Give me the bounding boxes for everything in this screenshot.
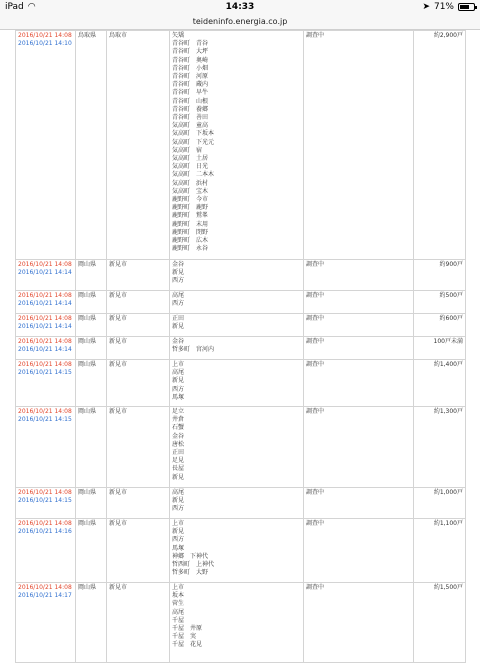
- area-cell: [170, 519, 304, 583]
- updated-time: 2016/10/21 14:15: [18, 416, 72, 424]
- household-count-cell: 約2,900戸: [414, 31, 466, 260]
- city-cell: 新見市: [107, 488, 170, 519]
- area-name: 井倉: [172, 416, 185, 424]
- prefecture-cell: 岡山県: [76, 337, 107, 360]
- table-row: [16, 314, 466, 337]
- city-cell: 鳥取市: [107, 31, 170, 260]
- area-name: 長屋: [172, 465, 185, 473]
- occurred-time: 2016/10/21 14:08: [18, 584, 72, 591]
- household-count-cell: 約900戸: [414, 260, 466, 291]
- area-name: 青谷町 蔵内: [172, 81, 209, 89]
- battery-percent: 71%: [433, 2, 454, 12]
- area-name: 神郷 下神代: [172, 552, 209, 560]
- page-content[interactable]: [0, 30, 480, 649]
- area-name: 気高町 下光元: [172, 138, 215, 146]
- occurred-time: 2016/10/21 14:08: [18, 489, 72, 496]
- city-cell: 新見市: [107, 519, 170, 583]
- time-cell: [16, 337, 76, 360]
- area-name: 青谷町 山根: [172, 97, 209, 105]
- status-cell: 調査中: [304, 260, 414, 291]
- area-name: 気高町 下坂本: [172, 130, 215, 138]
- updated-time: 2016/10/21 14:14: [18, 300, 72, 308]
- status-clock: 14:33: [225, 2, 255, 12]
- occurred-time: 2016/10/21 14:08: [18, 361, 72, 368]
- prefecture-cell: 岡山県: [76, 260, 107, 291]
- area-cell: [170, 260, 304, 291]
- household-count-cell: 約500戸: [414, 291, 466, 314]
- area-name: 鹿野町 広木: [172, 237, 209, 245]
- area-name: 西方: [172, 536, 185, 544]
- area-name: 哲多町 大野: [172, 569, 209, 577]
- area-name: 気高町 日光: [172, 163, 209, 171]
- area-name: 青谷町 早牛: [172, 89, 209, 97]
- area-name: 西方: [172, 277, 185, 285]
- time-cell: [16, 583, 76, 663]
- area-name: 気高町 宝木: [172, 187, 209, 195]
- area-cell: [170, 31, 304, 260]
- area-cell: [170, 314, 304, 337]
- area-name: 高尾: [172, 292, 185, 299]
- area-name: 正田: [172, 449, 185, 457]
- area-name: 上市: [172, 584, 185, 591]
- area-name: 高尾: [172, 489, 185, 496]
- updated-time: 2016/10/21 14:15: [18, 497, 72, 505]
- prefecture-cell: 岡山県: [76, 407, 107, 488]
- status-cell: 調査中: [304, 407, 414, 488]
- status-cell: 調査中: [304, 337, 414, 360]
- occurred-time: 2016/10/21 14:08: [18, 338, 72, 345]
- occurred-time: 2016/10/21 14:08: [18, 408, 72, 415]
- prefecture-cell: 岡山県: [76, 583, 107, 663]
- occurred-time: 2016/10/21 14:08: [18, 520, 72, 527]
- area-name: 千屋: [172, 616, 185, 624]
- updated-time: 2016/10/21 14:10: [18, 40, 72, 48]
- area-name: 新見: [172, 497, 185, 505]
- area-name: 鹿野町 末用: [172, 220, 209, 228]
- area-name: 西方: [172, 300, 185, 308]
- area-name: 金谷: [172, 261, 185, 268]
- area-name: 青谷町 奥崎: [172, 56, 209, 64]
- area-name: 新見: [172, 323, 185, 331]
- time-cell: [16, 519, 76, 583]
- updated-time: 2016/10/21 14:14: [18, 269, 72, 277]
- occurred-time: 2016/10/21 14:08: [18, 261, 72, 268]
- area-name: 千屋 花見: [172, 641, 203, 649]
- area-name: 鹿野町 鷲峯: [172, 212, 209, 220]
- updated-time: 2016/10/21 14:15: [18, 369, 72, 377]
- table-row: [16, 519, 466, 583]
- city-cell: 新見市: [107, 291, 170, 314]
- area-name: 気高町 浜村: [172, 179, 209, 187]
- device-name: iPad: [5, 2, 24, 12]
- area-name: 千屋 井原: [172, 625, 203, 633]
- area-name: 高尾: [172, 369, 185, 377]
- area-name: 青谷町 善田: [172, 114, 209, 122]
- area-name: 正田: [172, 315, 185, 322]
- table-row: [16, 260, 466, 291]
- prefecture-cell: 鳥取県: [76, 31, 107, 260]
- area-name: 鹿野町 今市: [172, 196, 209, 204]
- area-name: 鹿野町 鹿野: [172, 204, 209, 212]
- status-cell: 調査中: [304, 31, 414, 260]
- prefecture-cell: 岡山県: [76, 314, 107, 337]
- area-cell: [170, 291, 304, 314]
- url-text[interactable]: teideninfo.energia.co.jp: [192, 17, 288, 26]
- status-cell: 調査中: [304, 291, 414, 314]
- area-name: 鹿野町 永谷: [172, 245, 209, 253]
- city-cell: 新見市: [107, 314, 170, 337]
- city-cell: 新見市: [107, 583, 170, 663]
- table-row: [16, 291, 466, 314]
- area-name: 金谷: [172, 338, 185, 345]
- area-name: 上市: [172, 520, 185, 527]
- time-cell: [16, 291, 76, 314]
- area-name: 哲多町 宮河内: [172, 346, 215, 354]
- area-name: 矢矯: [172, 32, 185, 39]
- prefecture-cell: 岡山県: [76, 519, 107, 583]
- area-name: 足見: [172, 457, 185, 465]
- area-name: 新見: [172, 377, 185, 385]
- status-cell: 調査中: [304, 314, 414, 337]
- household-count-cell: 約1,000戸: [414, 488, 466, 519]
- time-cell: [16, 260, 76, 291]
- status-cell: 調査中: [304, 360, 414, 407]
- table-row: [16, 583, 466, 663]
- prefecture-cell: 岡山県: [76, 291, 107, 314]
- area-name: 青谷町 大坪: [172, 48, 209, 56]
- city-cell: 新見市: [107, 360, 170, 407]
- area-name: 気高町 土居: [172, 155, 209, 163]
- area-name: 菅生: [172, 600, 185, 608]
- updated-time: 2016/10/21 14:17: [18, 592, 72, 600]
- prefecture-cell: 岡山県: [76, 360, 107, 407]
- area-cell: [170, 488, 304, 519]
- area-name: 千屋 実: [172, 633, 197, 641]
- address-bar[interactable]: [0, 16, 480, 30]
- area-name: 西方: [172, 385, 185, 393]
- time-cell: [16, 314, 76, 337]
- city-cell: 新見市: [107, 260, 170, 291]
- area-name: 上市: [172, 361, 185, 368]
- time-cell: [16, 488, 76, 519]
- area-name: 石蟹: [172, 424, 185, 432]
- household-count-cell: 約600戸: [414, 314, 466, 337]
- area-name: 金谷: [172, 432, 185, 440]
- status-right: [422, 2, 475, 12]
- table-row: [16, 337, 466, 360]
- time-cell: [16, 407, 76, 488]
- prefecture-cell: 岡山県: [76, 488, 107, 519]
- area-name: 気高町 二本木: [172, 171, 215, 179]
- area-name: 新見: [172, 269, 185, 277]
- time-cell: [16, 360, 76, 407]
- battery-icon: [458, 3, 475, 11]
- area-cell: [170, 583, 304, 663]
- area-name: 気高町 童高: [172, 122, 209, 130]
- area-name: 鹿野町 閉野: [172, 228, 209, 236]
- area-name: 青谷町 河原: [172, 73, 209, 81]
- area-name: 西方: [172, 505, 185, 513]
- wifi-icon: ◠: [27, 2, 36, 12]
- area-name: 青谷町 養郷: [172, 105, 209, 113]
- status-cell: 調査中: [304, 519, 414, 583]
- status-cell: 調査中: [304, 583, 414, 663]
- table-row: [16, 31, 466, 260]
- household-count-cell: 約1,100戸: [414, 519, 466, 583]
- table-row: [16, 407, 466, 488]
- status-bar: [0, 0, 480, 16]
- area-name: 哲西町 上神代: [172, 561, 215, 569]
- city-cell: 新見市: [107, 407, 170, 488]
- household-count-cell: 約1,500戸: [414, 583, 466, 663]
- area-name: 馬塚: [172, 544, 185, 552]
- area-name: 新見: [172, 528, 185, 536]
- location-icon: ➤: [422, 2, 430, 12]
- updated-time: 2016/10/21 14:14: [18, 346, 72, 354]
- area-cell: [170, 360, 304, 407]
- area-name: 坂本: [172, 592, 185, 600]
- occurred-time: 2016/10/21 14:08: [18, 292, 72, 299]
- area-cell: [170, 337, 304, 360]
- outage-table: [15, 30, 466, 663]
- time-cell: [16, 31, 76, 260]
- area-name: 新見: [172, 473, 185, 481]
- household-count-cell: 約1,400戸: [414, 360, 466, 407]
- status-cell: 調査中: [304, 488, 414, 519]
- household-count-cell: 100戸未満: [414, 337, 466, 360]
- updated-time: 2016/10/21 14:14: [18, 323, 72, 331]
- area-name: 気高町 宿: [172, 146, 203, 154]
- occurred-time: 2016/10/21 14:08: [18, 32, 72, 39]
- area-name: 馬塚: [172, 393, 185, 401]
- area-name: 高尾: [172, 608, 185, 616]
- area-cell: [170, 407, 304, 488]
- city-cell: 新見市: [107, 337, 170, 360]
- table-row: [16, 360, 466, 407]
- occurred-time: 2016/10/21 14:08: [18, 315, 72, 322]
- updated-time: 2016/10/21 14:16: [18, 528, 72, 536]
- household-count-cell: 約1,300戸: [414, 407, 466, 488]
- area-name: 青谷町 青谷: [172, 40, 209, 48]
- table-row: [16, 488, 466, 519]
- area-name: 足立: [172, 408, 185, 415]
- area-name: 唐松: [172, 440, 185, 448]
- area-name: 青谷町 小畑: [172, 64, 209, 72]
